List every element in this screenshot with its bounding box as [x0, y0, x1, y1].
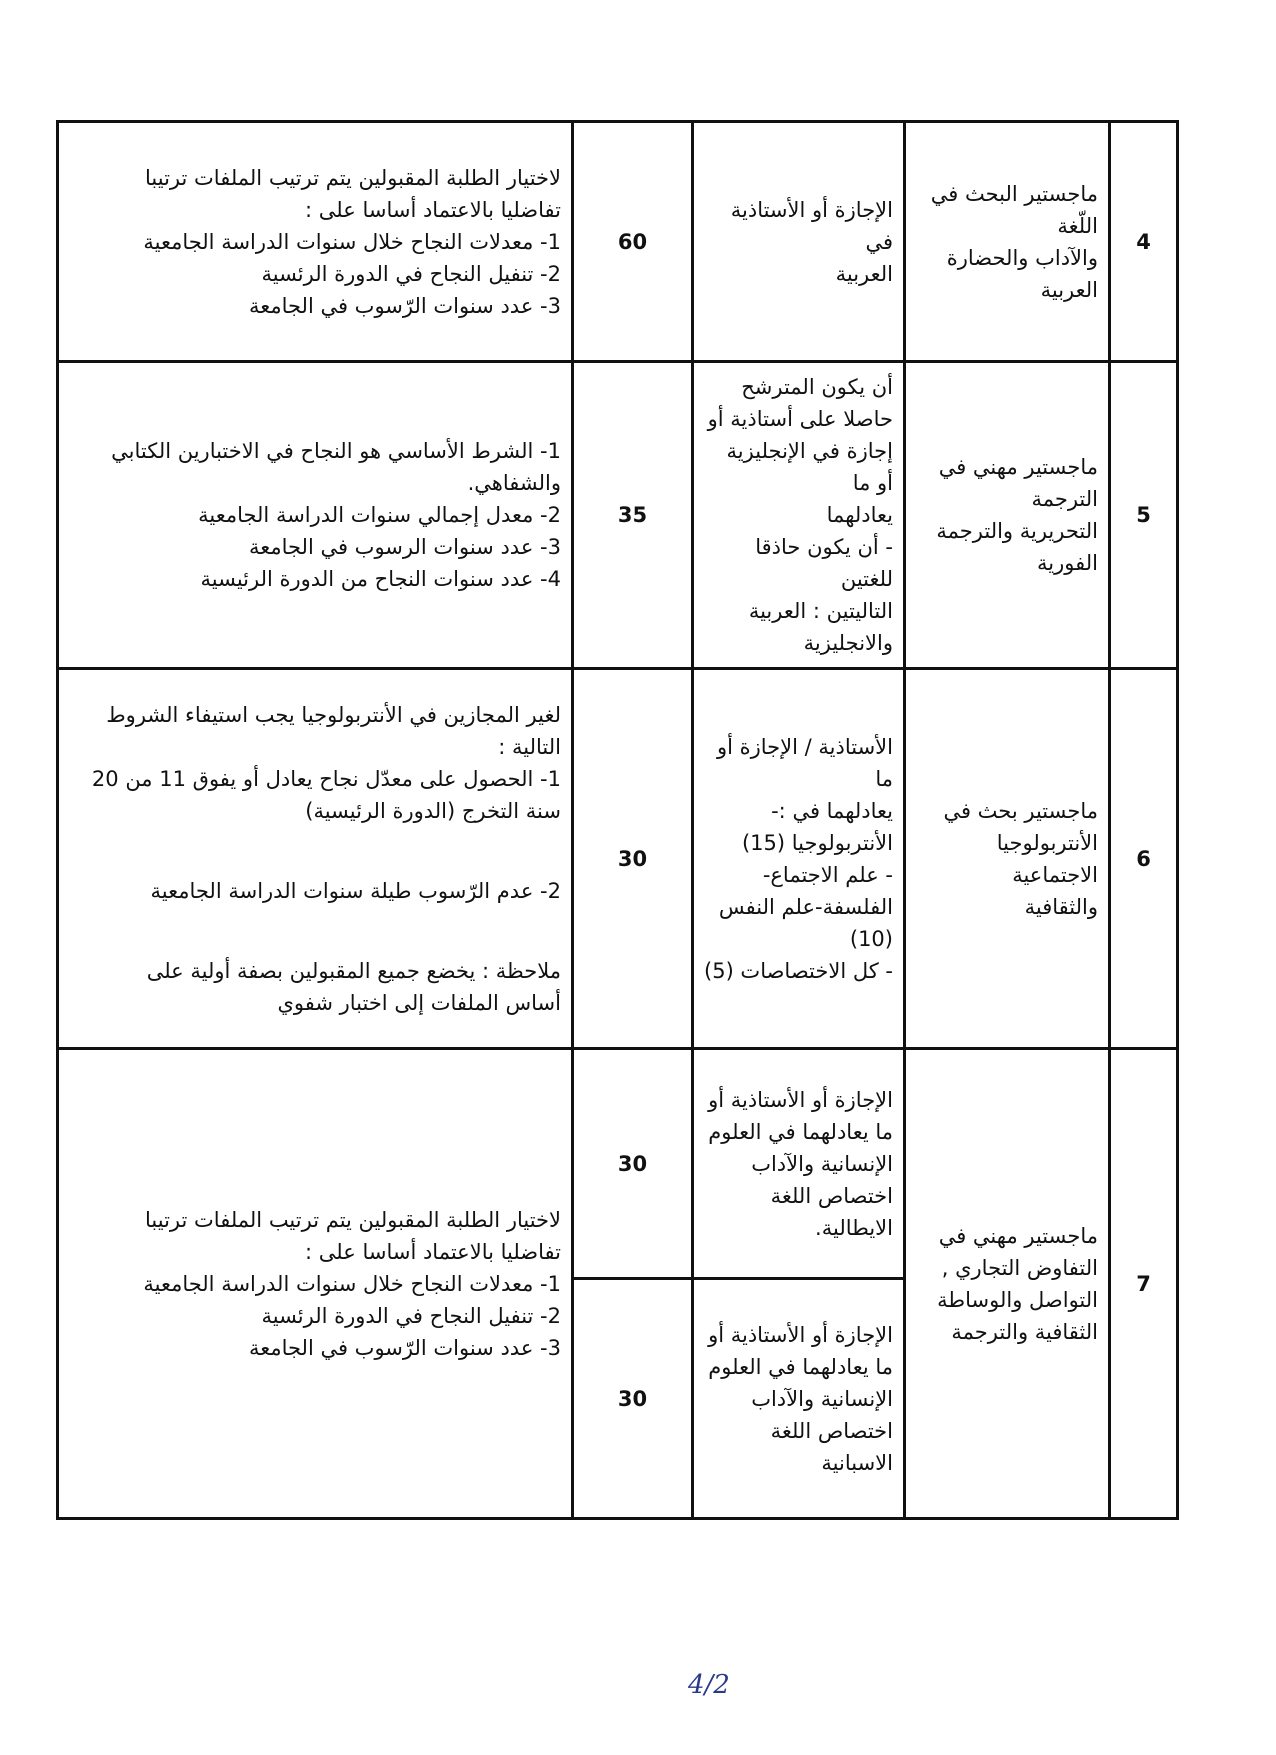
seats-count: 30	[573, 1049, 693, 1279]
row-number: 5	[1110, 362, 1178, 669]
page-number: 4/2	[688, 1670, 730, 1700]
program-name: ماجستير بحث في الأنتربولوجيا الاجتماعية والثقافية	[905, 669, 1110, 1049]
table-row	[58, 122, 1178, 362]
table-row	[58, 669, 1178, 1049]
seats-count: 35	[573, 362, 693, 669]
row-number: 4	[1110, 122, 1178, 362]
row-number: 7	[1110, 1049, 1178, 1519]
programs-table	[56, 120, 1179, 1520]
requirements: الإجازة أو الأستاذية في العربية	[693, 122, 905, 362]
selection-criteria: لغير المجازين في الأنتربولوجيا يجب استيفاء الشروط التالية : 1- الحصول على معدّل نجاح يعادل أو يفوق 11 من 20 سنة التخرج (الدورة الرئيسية) 2- عدم الرّسوب طيلة سنوات الدراسة الجامعية ملاحظة : يخضع جميع المقبولين بصفة أولية على أساس الملفات إلى اختبار شفوي	[58, 669, 573, 1049]
table-row	[58, 362, 1178, 669]
requirements: الإجازة أو الأستاذية أو ما يعادلهما في العلوم الإنسانية والآداب اختصاص اللغة الايطالية.	[693, 1049, 905, 1279]
seats-count: 30	[573, 669, 693, 1049]
requirements: الإجازة أو الأستاذية أو ما يعادلهما في العلوم الإنسانية والآداب اختصاص اللغة الاسبانية	[693, 1279, 905, 1519]
selection-criteria: لاختيار الطلبة المقبولين يتم ترتيب الملفات ترتيبا تفاضليا بالاعتماد أساسا على : 1- معدلات النجاح خلال سنوات الدراسة الجامعية 2- تنفيل النجاح في الدورة الرئسية 3- عدد سنوات الرّسوب في الجامعة	[58, 1049, 573, 1519]
requirements: أن يكون المترشح حاصلا على أستاذية أو إجازة في الإنجليزية أو ما يعادلهما - أن يكون حاذقا للغتين التاليتين : العربية والانجليزية	[693, 362, 905, 669]
row-number: 6	[1110, 669, 1178, 1049]
program-name: ماجستير البحث في اللّغة والآداب والحضارة العربية	[905, 122, 1110, 362]
selection-criteria: لاختيار الطلبة المقبولين يتم ترتيب الملفات ترتيبا تفاضليا بالاعتماد أساسا على : 1- معدلات النجاح خلال سنوات الدراسة الجامعية 2- تنفيل النجاح في الدورة الرئسية 3- عدد سنوات الرّسوب في الجامعة	[58, 122, 573, 362]
selection-criteria: 1- الشرط الأساسي هو النجاح في الاختبارين الكتابي والشفاهي. 2- معدل إجمالي سنوات الدراسة الجامعية 3- عدد سنوات الرسوب في الجامعة 4- عدد سنوات النجاح من الدورة الرئيسية	[58, 362, 573, 669]
program-name: ماجستير مهني في الترجمة التحريرية والترجمة الفورية	[905, 362, 1110, 669]
program-name: ماجستير مهني في التفاوض التجاري , التواصل والوساطة الثقافية والترجمة	[905, 1049, 1110, 1519]
seats-count: 30	[573, 1279, 693, 1519]
seats-count: 60	[573, 122, 693, 362]
requirements: الأستاذية / الإجازة أو ما يعادلهما في :- الأنتربولوجيا (15) - علم الاجتماع- الفلسفة-علم النفس (10) - كل الاختصاصات (5)	[693, 669, 905, 1049]
table-row	[58, 1049, 1178, 1279]
